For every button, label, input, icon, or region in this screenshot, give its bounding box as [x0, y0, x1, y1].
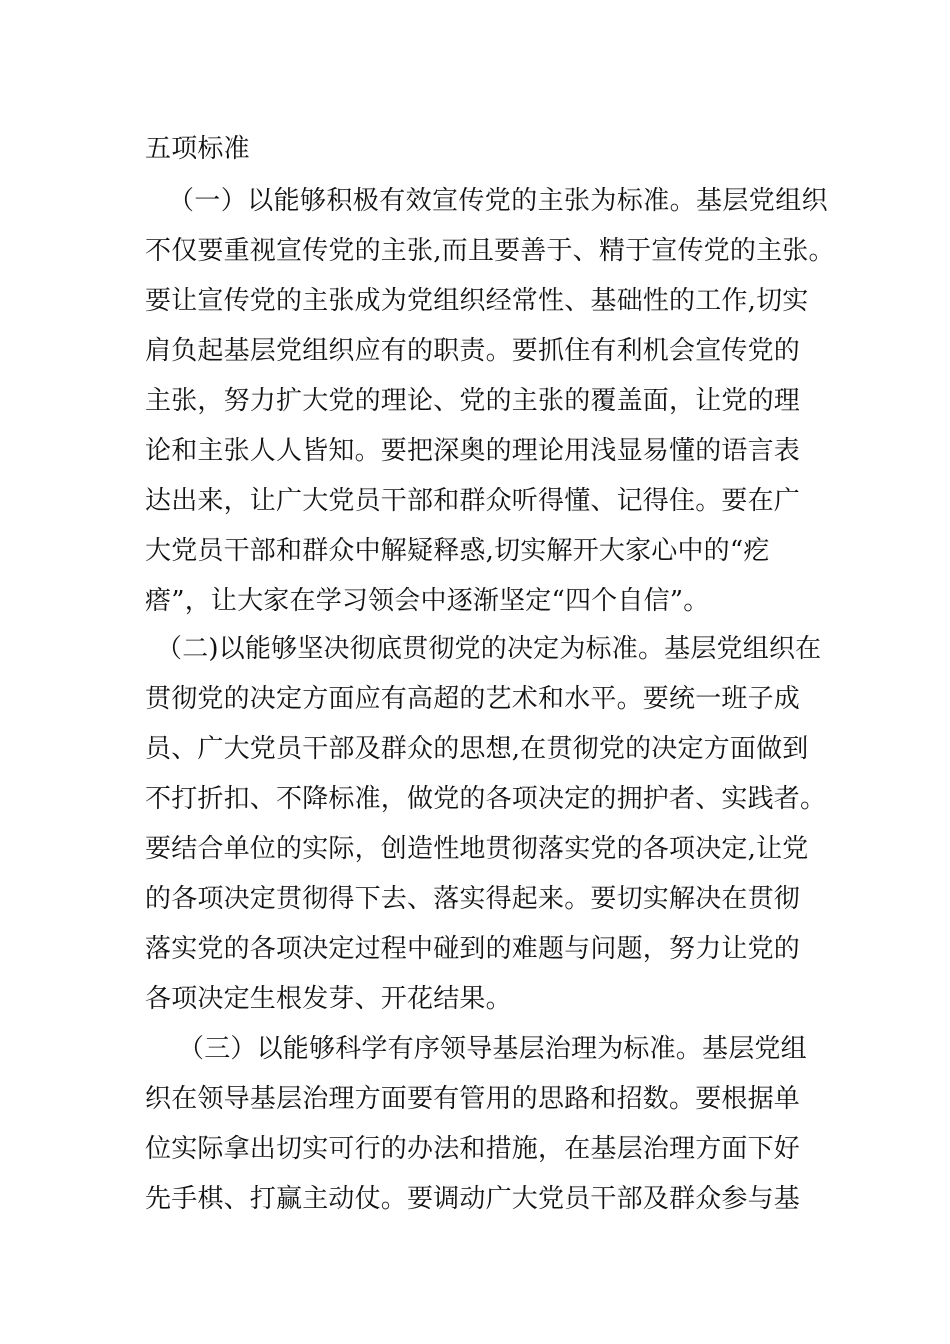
paragraph-line: 达出来，让广大党员干部和群众听得懂、记得住。要在广 [145, 486, 801, 516]
paragraph-line: 贯彻党的决定方面应有高超的艺术和水平。要统一班子成 [145, 684, 801, 714]
paragraph-line: 织在领导基层治理方面要有管用的思路和招数。要根据单 [145, 1084, 801, 1114]
paragraph-line: 主张，努力扩大党的理论、党的主张的覆盖面，让党的理 [145, 386, 801, 416]
paragraph-line: 不仅要重视宣传党的主张,而且要善于、精于宣传党的主张。 [145, 236, 835, 266]
paragraph-line: 落实党的各项决定过程中碰到的难题与问题，努力让党的 [145, 934, 801, 964]
paragraph-line: 要让宣传党的主张成为党组织经常性、基础性的工作,切实 [145, 286, 809, 316]
paragraph-line: 员、广大党员干部及群众的思想,在贯彻党的决定方面做到 [145, 734, 809, 764]
paragraph-line: （一）以能够积极有效宣传党的主张为标准。基层党组织 [168, 186, 829, 216]
paragraph-line: 瘩”，让大家在学习领会中逐渐坚定“四个自信”。 [145, 586, 710, 616]
paragraph-line: 论和主张人人皆知。要把深奥的理论用浅显易懂的语言表 [145, 436, 801, 466]
paragraph-line: （二)以能够坚决彻底贯彻党的决定为标准。基层党组织在 [156, 634, 822, 664]
paragraph-line: （三）以能够科学有序领导基层治理为标准。基层党组 [178, 1034, 807, 1064]
paragraph-line: 各项决定生根发芽、开花结果。 [145, 984, 512, 1014]
paragraph-line: 要结合单位的实际，创造性地贯彻落实党的各项决定,让党 [145, 834, 809, 864]
paragraph-line: 先手棋、打赢主动仗。要调动广大党员干部及群众参与基 [145, 1184, 801, 1214]
paragraph-line: 大党员干部和群众中解疑释惑,切实解开大家心中的“疙 [145, 536, 770, 566]
paragraph-line: 不打折扣、不降标准，做党的各项决定的拥护者、实践者。 [145, 784, 827, 814]
paragraph-line: 位实际拿出切实可行的办法和措施，在基层治理方面下好 [145, 1134, 801, 1164]
paragraph-line: 的各项决定贯彻得下去、落实得起来。要切实解决在贯彻 [145, 884, 801, 914]
paragraph-line: 肩负起基层党组织应有的职责。要抓住有利机会宣传党的 [145, 336, 801, 366]
section-heading: 五项标准 [145, 134, 250, 164]
